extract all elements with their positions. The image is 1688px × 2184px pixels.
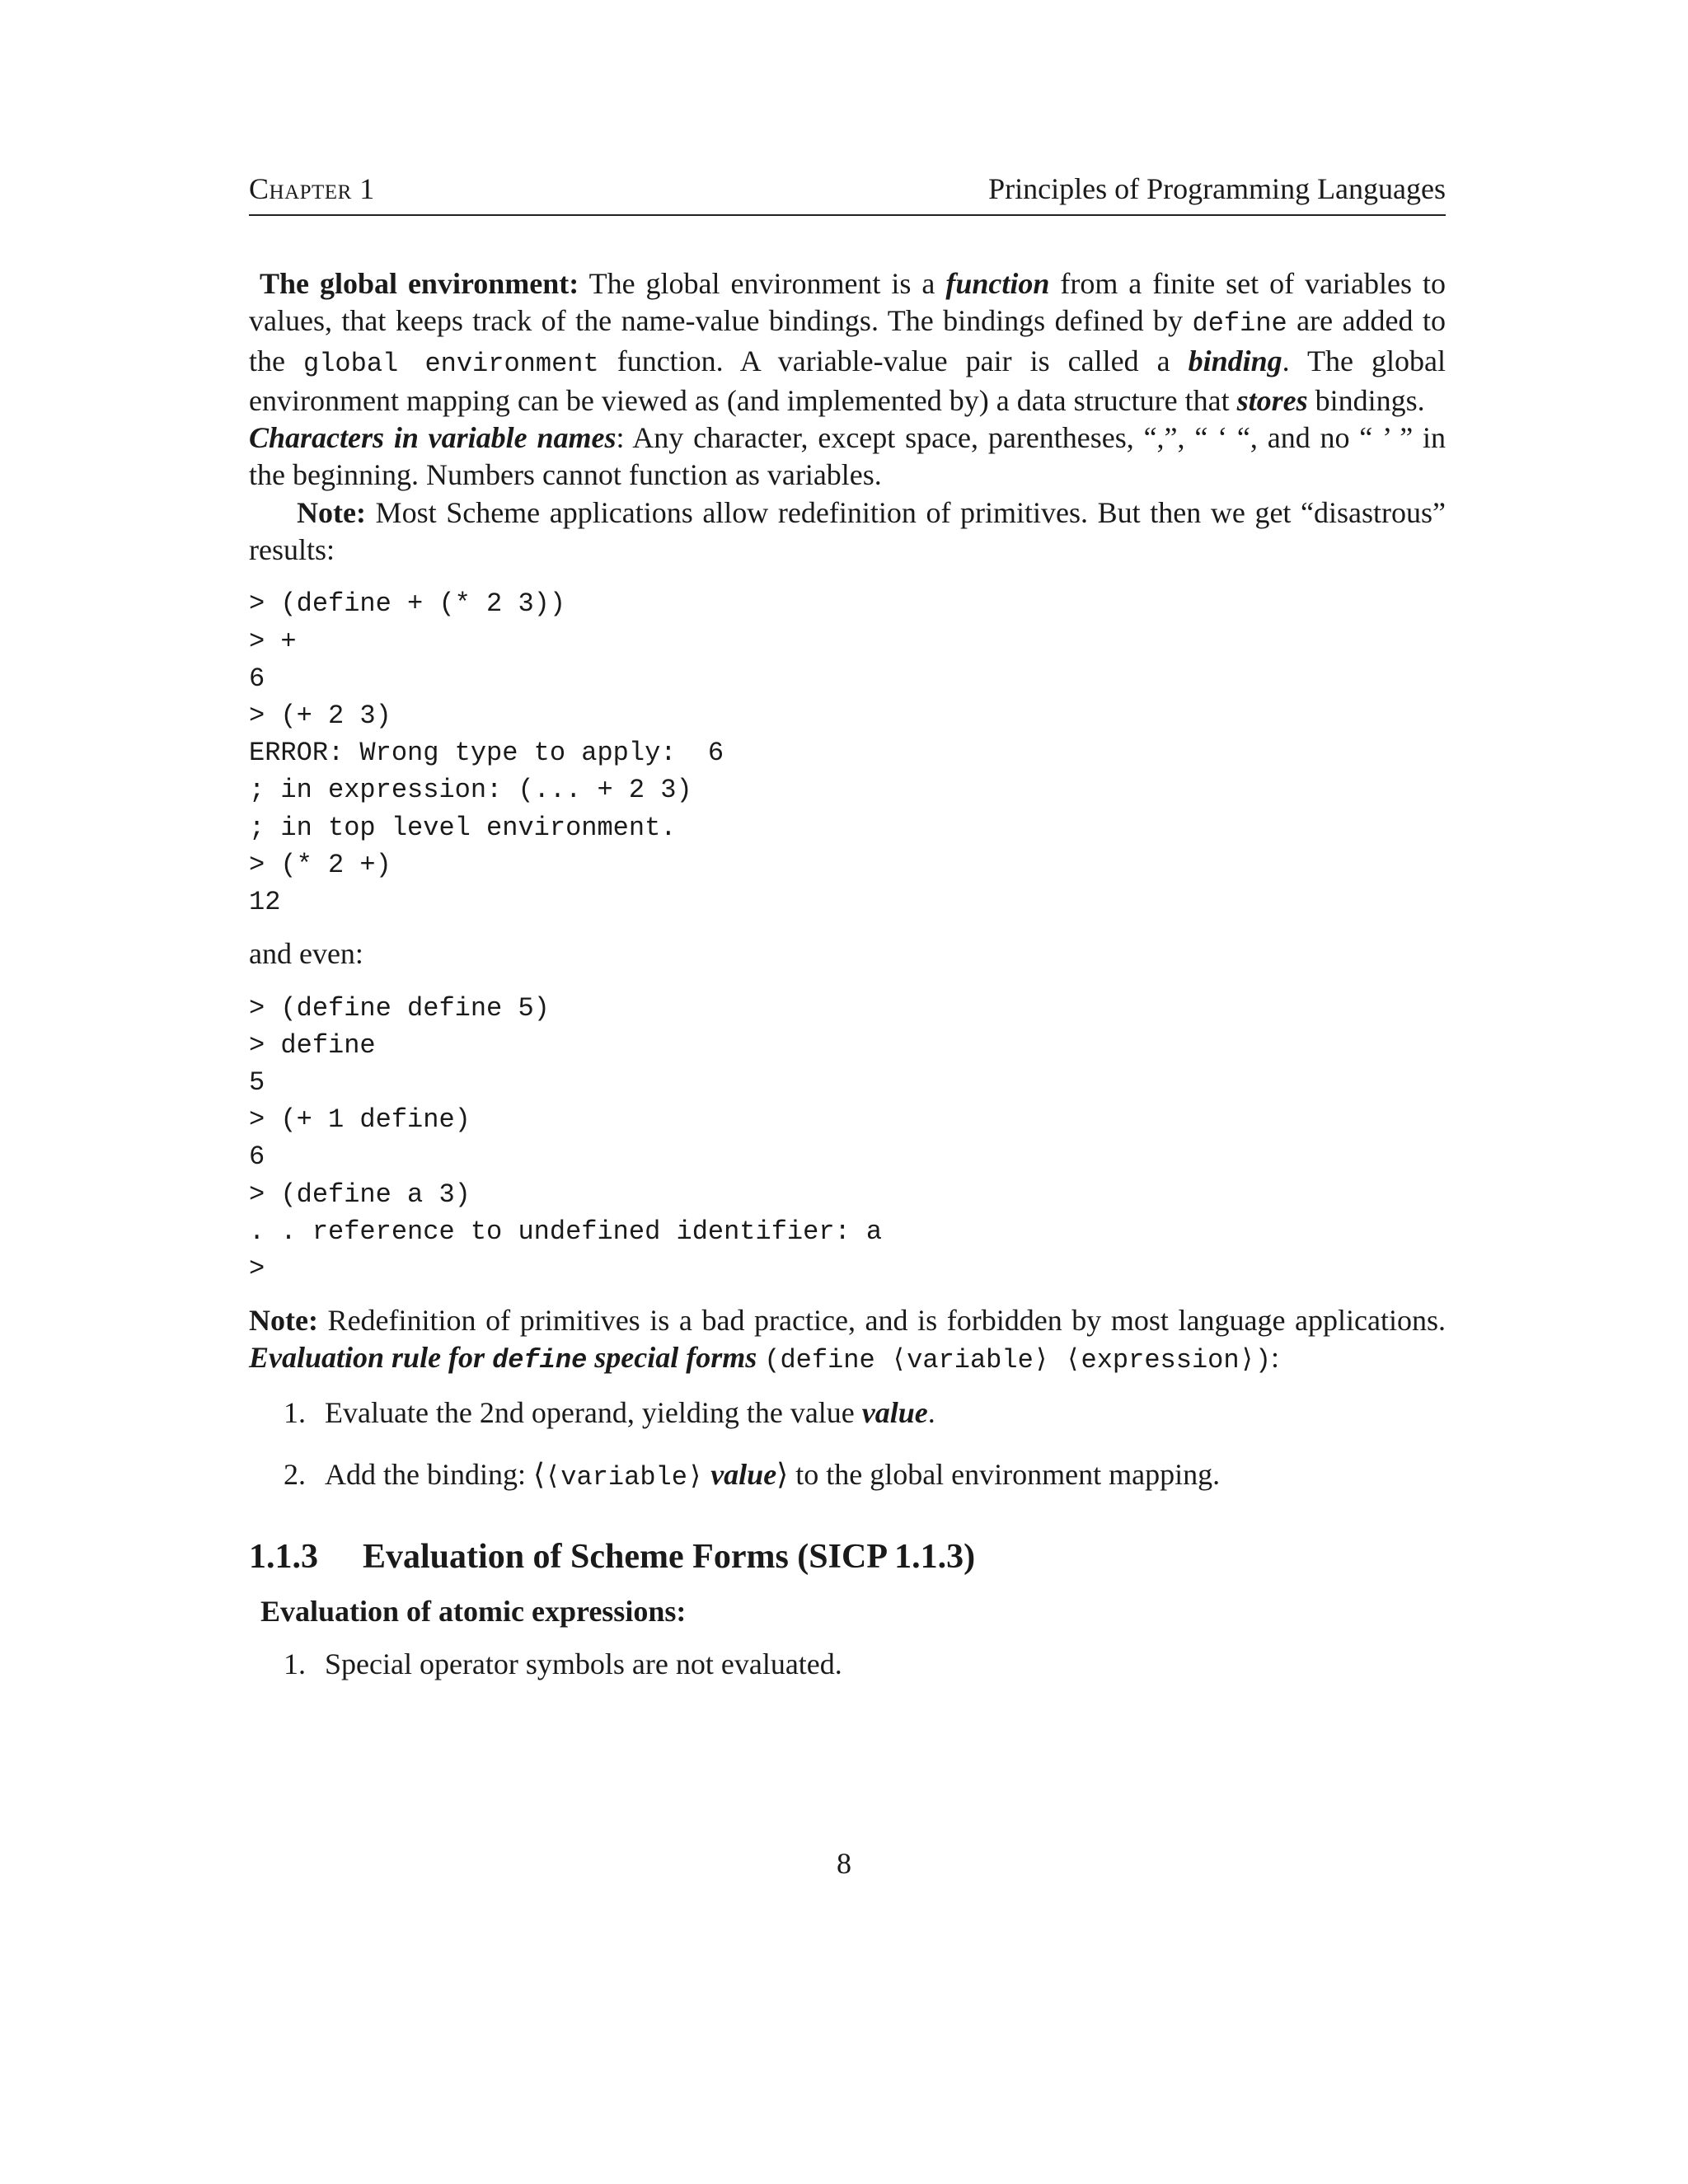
text-run: from a finite set of variables to values, that keeps track of the name-value bindings. The bindings defined by [249, 267, 1446, 338]
text-run: ⟩ to the global environment mapping. [776, 1458, 1221, 1492]
list-item [249, 1646, 1446, 1683]
code-define: define [1192, 308, 1287, 340]
list-number: 2. [284, 1458, 306, 1492]
keyword-value: value [861, 1395, 928, 1429]
global-environment-paragraph [249, 265, 1446, 419]
note-redefinition-paragraph [249, 494, 1446, 569]
keyword-stores: stores [1236, 383, 1308, 417]
code-variable: ⟨variable⟩ [545, 1462, 704, 1493]
text-run: Add the binding: ⟨ [325, 1458, 546, 1492]
keyword-function: function [945, 267, 1050, 300]
chapter-label: Chapter 1 [249, 172, 375, 205]
main-content [249, 265, 1446, 1708]
text-run: Evaluation rule for [249, 1341, 493, 1375]
code-define: define [492, 1345, 588, 1376]
text-run: . [927, 1395, 935, 1429]
atomic-expressions-heading: Evaluation of atomic expressions: [260, 1595, 687, 1629]
list-item [249, 1394, 1446, 1432]
list-item [249, 1456, 1446, 1496]
section-heading [249, 1532, 1446, 1582]
text-run: : [1271, 1341, 1280, 1375]
paragraph-heading: Characters in variable names [249, 421, 617, 455]
and-even-text: and even: [249, 937, 363, 971]
note-bad-practice-paragraph [249, 1302, 1446, 1380]
text-run [757, 1341, 764, 1374]
define-evaluation-steps [249, 1394, 1446, 1497]
text-run: Redefinition of primitives is a bad practice, and is forbidden by most language applications. [317, 1304, 1446, 1338]
paragraph-heading: The global environment: [259, 267, 579, 300]
text-run: bindings. [1307, 383, 1425, 417]
define-syntax: (define ⟨variable⟩ ⟨expression⟩) [764, 1345, 1272, 1376]
variable-names-paragraph [249, 419, 1446, 494]
text-run: The global environment is a [579, 267, 946, 300]
section-title: Evaluation of Scheme Forms (SICP 1.1.3) [363, 1538, 976, 1577]
text-run: Most Scheme applications allow redefinition of primitives. But then we get “disastrous” results: [249, 495, 1446, 567]
note-label: Note: [297, 495, 366, 529]
text-run: function. A variable-value pair is called a [598, 344, 1189, 377]
evaluation-rule-heading [249, 1341, 757, 1374]
code-block-redefine-define: > (define define 5) > define 5 > (+ 1 define) 6 > (define a 3) . . reference to undefined identifier: a > [249, 992, 883, 1284]
page-number: 8 [837, 1847, 851, 1880]
text-run: : Any character, except space, parentheses, “,”, “ ‘ “, and no “ ’ ” in the beginning. Numbers cannot function as variables. [249, 421, 1447, 492]
section-number: 1.1.3 [249, 1538, 318, 1577]
keyword-value: value [703, 1458, 777, 1492]
text-run: Special operator symbols are not evaluated. [325, 1647, 842, 1680]
running-header [249, 171, 1446, 216]
keyword-binding: binding [1188, 344, 1282, 377]
note-label: Note: [249, 1304, 318, 1338]
list-number: 1. [284, 1647, 306, 1680]
atomic-evaluation-steps [249, 1646, 1446, 1683]
list-number: 1. [284, 1395, 306, 1429]
code-global-environment: global environment [303, 348, 599, 379]
text-run: Evaluate the 2nd operand, yielding the value [325, 1395, 862, 1429]
code-block-redefine-plus: > (define + (* 2 3)) > + 6 > (+ 2 3) ERROR: Wrong type to apply: 6 ; in expression: (... + 2 3) ; in top level environment. > (* 2 +) 12 [249, 588, 724, 917]
text-run: special forms [587, 1341, 757, 1375]
book-title: Principles of Programming Languages [988, 172, 1446, 205]
text-run: . The global environment mapping can be viewed as (and implemented by) a data structure that [249, 344, 1446, 417]
text-run: are added to the [249, 304, 1446, 377]
